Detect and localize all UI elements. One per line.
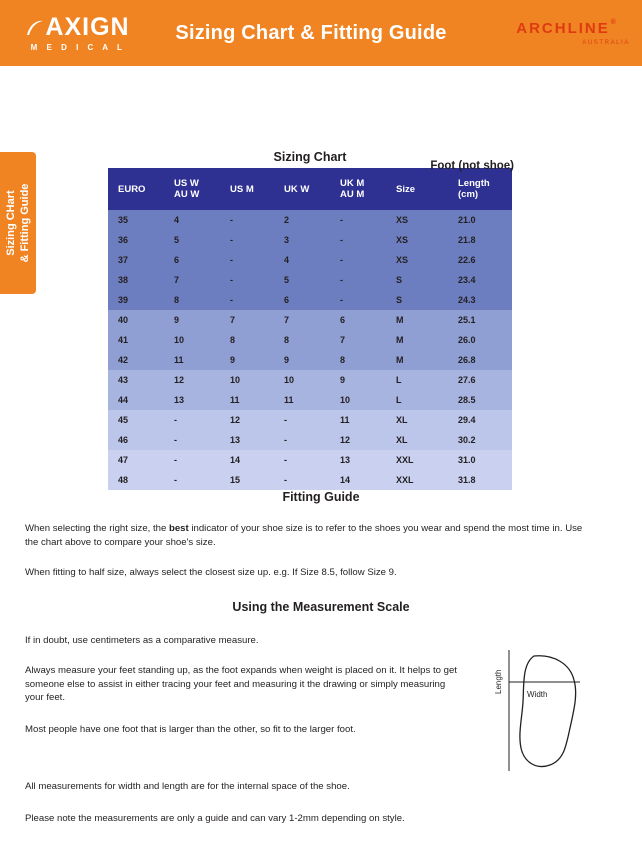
cell-uk-w: - [274,450,330,470]
cell-us-w: 13 [164,390,220,410]
cell-length: 28.5 [448,390,512,410]
cell-euro: 43 [108,370,164,390]
table-row [108,210,512,230]
measurement-scale-heading: Using the Measurement Scale [232,599,410,614]
cell-length: 31.8 [448,470,512,490]
cell-length: 29.4 [448,410,512,430]
cell-euro: 46 [108,430,164,450]
cell-us-m: 14 [220,450,274,470]
table-row [108,470,512,490]
cell-length: 26.8 [448,350,512,370]
column-header-euro [108,168,164,210]
axign-logo [0,12,150,52]
cell-euro: 36 [108,230,164,250]
cell-length: 27.6 [448,370,512,390]
cell-us-m: 13 [220,430,274,450]
cell-uk-w: 2 [274,210,330,230]
cell-us-w: - [164,450,220,470]
cell-uk-m: - [330,250,386,270]
cell-size: XS [386,210,448,230]
side-tab-label [4,184,32,263]
cell-uk-w: 11 [274,390,330,410]
cell-us-w: 11 [164,350,220,370]
cell-us-w: - [164,410,220,430]
table-row [108,290,512,310]
sizing-chart-table [108,168,512,490]
cell-us-m: - [220,270,274,290]
measurement-paragraph-3: Most people have one foot that is larger than the other, so fit to the larger foot. [25,723,356,735]
table-row [108,410,512,430]
cell-euro: 42 [108,350,164,370]
cell-euro: 35 [108,210,164,230]
cell-size: M [386,350,448,370]
cell-uk-w: 9 [274,350,330,370]
cell-size: XXL [386,470,448,490]
cell-us-m: 8 [220,330,274,350]
column-header-us-w-line2: AU W [174,189,200,200]
archline-wordmark [516,19,618,37]
fitting-p1-bold: best [168,523,189,534]
sizing-chart-caption: Sizing Chart [273,150,347,164]
side-tab-line1: Sizing CHart [5,190,17,256]
table-row [108,250,512,270]
side-tab [0,152,36,294]
cell-length: 25.1 [448,310,512,330]
cell-size: S [386,270,448,290]
table-row [108,430,512,450]
table-row [108,370,512,390]
cell-us-w: - [164,470,220,490]
table-row [108,270,512,290]
cell-us-w: 12 [164,370,220,390]
cell-us-m: 12 [220,410,274,430]
cell-uk-m: 7 [330,330,386,350]
cell-size: M [386,310,448,330]
cell-uk-m: 14 [330,470,386,490]
cell-uk-m: 8 [330,350,386,370]
cell-us-w: 9 [164,310,220,330]
column-header-length-line1: Length [458,178,490,189]
cell-uk-m: 13 [330,450,386,470]
measurement-paragraph-5: Please note the measurements are only a guide and can vary 1-2mm depending on style. [25,812,405,824]
side-tab-line2: & Fitting Guide [19,183,31,263]
foot-outline-icon [492,648,602,773]
table-row [108,450,512,470]
cell-uk-m: - [330,270,386,290]
measurement-paragraph-2: Always measure your feet standing up, as the foot expands when weight is placed on it. It helps to get someone else to assist in either tracing your feet and measuring it the drawing or simply measuring your feet. [25,665,457,703]
fitting-guide-paragraph-1 [25,522,593,549]
cell-euro: 45 [108,410,164,430]
cell-uk-m: 11 [330,410,386,430]
cell-size: XS [386,230,448,250]
column-header-uk-w [274,168,330,210]
axign-logo-text: AXIGN [45,12,130,41]
measurement-paragraph-1: If in doubt, use centimeters as a comparative measure. [25,634,259,646]
column-header-uk-m-line1: UK M [340,178,365,189]
cell-uk-w: 8 [274,330,330,350]
cell-length: 21.0 [448,210,512,230]
sizing-chart-body [108,210,512,490]
cell-size: S [386,290,448,310]
diagram-length-label: Length [494,669,503,694]
cell-euro: 41 [108,330,164,350]
cell-uk-w: 4 [274,250,330,270]
column-header-euro-line1: EURO [118,183,146,195]
cell-euro: 47 [108,450,164,470]
cell-us-m: 9 [220,350,274,370]
archline-logo-subtext: AUSTRALIA [582,40,630,46]
cell-size: XL [386,410,448,430]
cell-us-w: 10 [164,330,220,350]
cell-us-m: - [220,210,274,230]
cell-size: L [386,370,448,390]
cell-us-w: 6 [164,250,220,270]
cell-euro: 37 [108,250,164,270]
cell-uk-w: 7 [274,310,330,330]
table-row [108,230,512,250]
cell-us-m: - [220,290,274,310]
fitting-guide-paragraph-2: When fitting to half size, always select the closest size up. e.g. If Size 8.5, follow Size 9. [25,567,397,578]
cell-us-w: 7 [164,270,220,290]
cell-uk-w: 5 [274,270,330,290]
fitting-guide-heading: Fitting Guide [282,490,360,504]
column-header-length-line2: (cm) [458,189,479,200]
cell-euro: 44 [108,390,164,410]
column-header-length [448,168,512,210]
cell-uk-w: - [274,470,330,490]
cell-uk-m: 9 [330,370,386,390]
column-header-us-w-line1: US W [174,178,199,189]
archline-logo-text: ARCHLINE [516,20,610,37]
cell-length: 30.2 [448,430,512,450]
cell-uk-m: 6 [330,310,386,330]
cell-size: M [386,330,448,350]
cell-size: XXL [386,450,448,470]
page-title: Sizing Chart & Fitting Guide [175,21,447,44]
column-header-uk-w-line1: UK W [284,183,310,195]
cell-us-m: 10 [220,370,274,390]
diagram-width-label: Width [527,690,548,699]
cell-us-m: 15 [220,470,274,490]
cell-length: 26.0 [448,330,512,350]
foot-not-shoe-note: Foot (not shoe) [430,160,514,172]
cell-length: 31.0 [448,450,512,470]
cell-length: 22.6 [448,250,512,270]
cell-uk-w: 3 [274,230,330,250]
sizing-chart-section [108,150,512,490]
cell-uk-w: 6 [274,290,330,310]
column-header-us-m [220,168,274,210]
cell-size: XL [386,430,448,450]
cell-euro: 40 [108,310,164,330]
cell-euro: 39 [108,290,164,310]
table-row [108,350,512,370]
cell-size: XS [386,250,448,270]
table-row [108,310,512,330]
cell-length: 21.8 [448,230,512,250]
cell-uk-m: 12 [330,430,386,450]
fitting-p1-before: When selecting the right size, the [25,523,169,534]
column-header-uk-m-line2: AU M [340,189,365,200]
axign-wordmark [26,12,130,41]
cell-uk-w: - [274,430,330,450]
table-row [108,390,512,410]
cell-uk-w: 10 [274,370,330,390]
cell-us-w: 4 [164,210,220,230]
column-header-uk-m [330,168,386,210]
cell-length: 23.4 [448,270,512,290]
cell-size: L [386,390,448,410]
table-row [108,330,512,350]
cell-us-m: 7 [220,310,274,330]
cell-uk-m: - [330,210,386,230]
measurement-paragraph-4: All measurements for width and length are for the internal space of the shoe. [25,781,350,792]
axign-swoosh-icon [26,17,44,35]
column-header-size [386,168,448,210]
cell-us-w: - [164,430,220,450]
axign-logo-subtext: M E D I C A L [30,42,126,52]
foot-measurement-diagram [492,648,602,773]
page-header [0,0,642,66]
cell-us-m: - [220,230,274,250]
cell-euro: 48 [108,470,164,490]
cell-us-m: - [220,250,274,270]
cell-us-w: 8 [164,290,220,310]
cell-uk-m: - [330,230,386,250]
cell-euro: 38 [108,270,164,290]
table-header-row [108,168,512,210]
registered-trademark-icon: ® [610,19,618,26]
cell-length: 24.3 [448,290,512,310]
cell-us-w: 5 [164,230,220,250]
fitting-p1-after: indicator of your shoe size is to refer to the shoes you wear and spend the most time in. Use the chart above to compare your shoe's size. [25,523,583,548]
archline-logo [492,20,642,46]
column-header-us-m-line1: US M [230,183,254,195]
cell-uk-w: - [274,410,330,430]
cell-uk-m: 10 [330,390,386,410]
cell-uk-m: - [330,290,386,310]
column-header-us-w [164,168,220,210]
cell-us-m: 11 [220,390,274,410]
column-header-size-line1: Size [396,183,416,195]
